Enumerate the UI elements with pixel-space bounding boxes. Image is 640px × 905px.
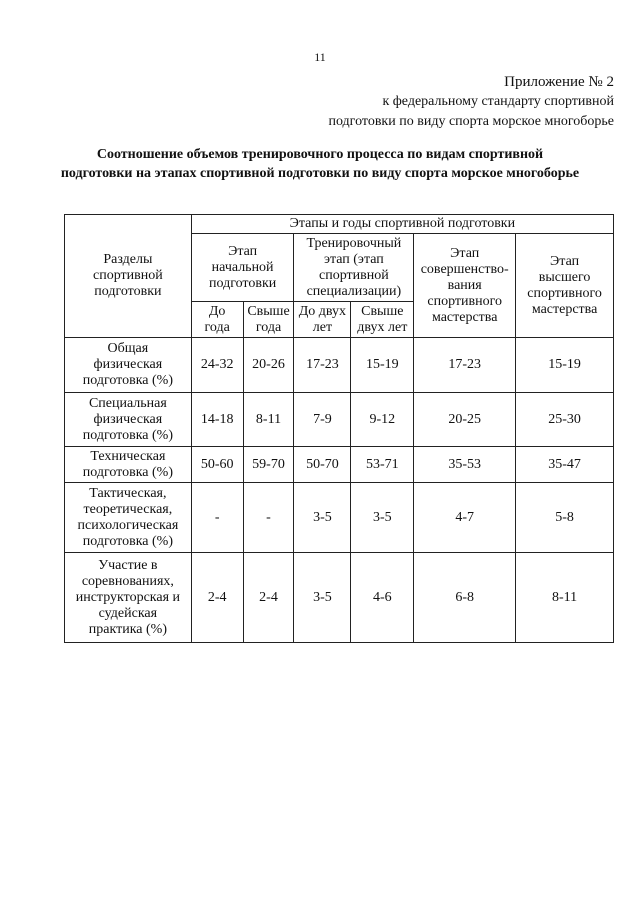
table-cell: 2-4 xyxy=(243,553,294,643)
table-cell: 7-9 xyxy=(294,393,351,447)
table-cell: - xyxy=(243,483,294,553)
table-cell: 25-30 xyxy=(516,393,614,447)
table-cell: 15-19 xyxy=(351,338,414,393)
table-cell: 4-6 xyxy=(351,553,414,643)
row-label: Техническая подготовка (%) xyxy=(65,447,192,483)
row-label: Специальная физическая подготовка (%) xyxy=(65,393,192,447)
table-cell: 4-7 xyxy=(414,483,516,553)
table-cell: 20-26 xyxy=(243,338,294,393)
stage-initial-header: Этап начальной подготовки xyxy=(191,234,294,302)
table-cell: 5-8 xyxy=(516,483,614,553)
table-row xyxy=(65,338,614,393)
table-cell: 3-5 xyxy=(351,483,414,553)
appendix-line: подготовки по виду спорта морское многоборье xyxy=(328,114,614,129)
appendix-block xyxy=(328,72,614,132)
table-row xyxy=(65,447,614,483)
sections-header: Разделы спортивной подготовки xyxy=(65,215,192,338)
row-label: Тактическая, теоретическая, психологическая подготовка (%) xyxy=(65,483,192,553)
document-title: Соотношение объемов тренировочного процесса по видам спортивной подготовки на этапах спортивной подготовки по виду спорта морское многоборье xyxy=(60,147,580,181)
table-cell: 8-11 xyxy=(516,553,614,643)
table-cell: 50-70 xyxy=(294,447,351,483)
stages-header: Этапы и годы спортивной подготовки xyxy=(191,215,613,234)
table-cell: 20-25 xyxy=(414,393,516,447)
table-cell: 3-5 xyxy=(294,553,351,643)
initial-sub-over-year: Свыше года xyxy=(243,302,294,338)
table-cell: 53-71 xyxy=(351,447,414,483)
table-cell: 50-60 xyxy=(191,447,243,483)
table-cell: 35-47 xyxy=(516,447,614,483)
stage-training-header: Тренировочный этап (этап спортивной специализации) xyxy=(294,234,414,302)
table-cell: 17-23 xyxy=(294,338,351,393)
table-cell: 14-18 xyxy=(191,393,243,447)
appendix-line: к федеральному стандарту спортивной xyxy=(382,94,614,109)
training-volume-table xyxy=(64,214,614,643)
table-cell: 17-23 xyxy=(414,338,516,393)
row-label: Общая физическая подготовка (%) xyxy=(65,338,192,393)
table-cell: - xyxy=(191,483,243,553)
initial-sub-up-to-year: До года xyxy=(191,302,243,338)
appendix-title: Приложение № 2 xyxy=(504,74,614,90)
row-label: Участие в соревнованиях, инструкторская и судейская практика (%) xyxy=(65,553,192,643)
table-cell: 15-19 xyxy=(516,338,614,393)
table-row xyxy=(65,483,614,553)
table-cell: 2-4 xyxy=(191,553,243,643)
table-cell: 9-12 xyxy=(351,393,414,447)
table-cell: 59-70 xyxy=(243,447,294,483)
stage-improvement-header: Этап совершенство- вания спортивного мастерства xyxy=(414,234,516,338)
table-row xyxy=(65,553,614,643)
training-sub-up-to-two-years: До двух лет xyxy=(294,302,351,338)
table-cell: 3-5 xyxy=(294,483,351,553)
stage-highest-header: Этап высшего спортивного мастерства xyxy=(516,234,614,338)
table-row xyxy=(65,393,614,447)
page-number: 11 xyxy=(314,50,326,64)
table-cell: 8-11 xyxy=(243,393,294,447)
training-sub-over-two-years: Свыше двух лет xyxy=(351,302,414,338)
table-cell: 24-32 xyxy=(191,338,243,393)
table-cell: 35-53 xyxy=(414,447,516,483)
table-cell: 6-8 xyxy=(414,553,516,643)
